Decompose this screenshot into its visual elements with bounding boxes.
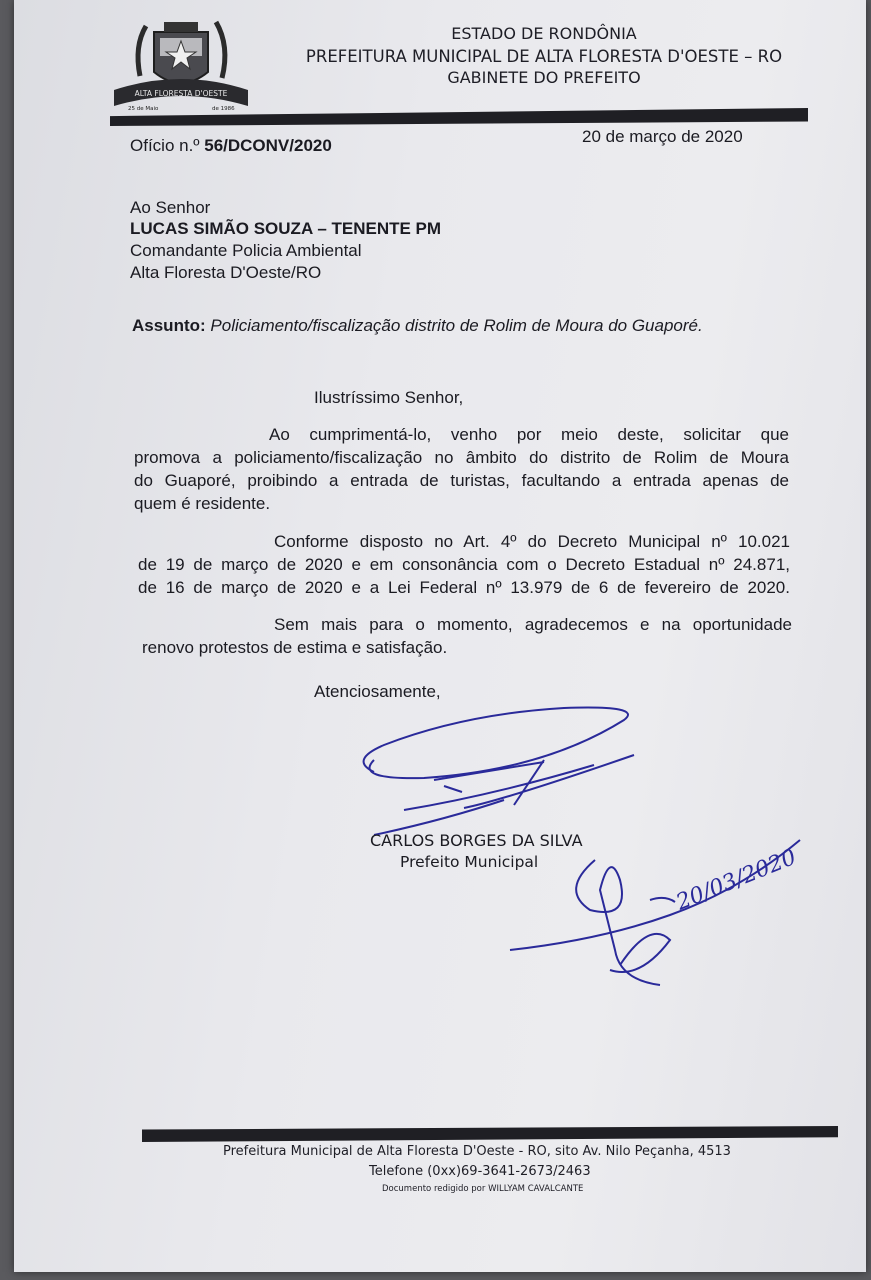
footer-drafted-by: Documento redigido por WILLYAM CAVALCANTE <box>382 1184 584 1194</box>
footer-divider <box>142 1126 838 1142</box>
header-office: GABINETE DO PREFEITO <box>447 68 641 87</box>
header-state: ESTADO DE RONDÔNIA <box>451 24 637 43</box>
recipient-greeting: Ao Senhor <box>130 198 211 217</box>
oficio-line <box>130 136 332 156</box>
header-municipality: PREFEITURA MUNICIPAL DE ALTA FLORESTA D'OESTE – RO <box>305 47 783 66</box>
subject-line <box>132 316 703 336</box>
paragraph-3-line: renovo protestos de estima e satisfação. <box>142 638 448 657</box>
closing: Atenciosamente, <box>314 682 441 701</box>
paragraph-3-line: Sem mais para o momento, agradecemos e na oportunidade <box>274 615 792 634</box>
recipient-role: Comandante Policia Ambiental <box>130 241 362 260</box>
footer-phone: Telefone (0xx)69-3641-2673/2463 <box>369 1164 591 1179</box>
paragraph-2-line: de 16 de março de 2020 e a Lei Federal nº 13.979 de 6 de fevereiro de 2020. <box>138 578 790 597</box>
paragraph-1-line: Ao cumprimentá-lo, venho por meio deste, solicitar que <box>269 425 789 444</box>
paragraph-2-line: Conforme disposto no Art. 4º do Decreto Municipal nº 10.021 <box>274 532 790 551</box>
signatory-name: CARLOS BORGES DA SILVA <box>370 831 583 850</box>
paragraph-1-line: promova a policiamento/fiscalização no âmbito do distrito de Rolim de Moura <box>134 448 789 467</box>
subject-label: Assunto: <box>132 316 206 335</box>
paragraph-1-line: do Guaporé, proibindo a entrada de turistas, facultando a entrada apenas de <box>134 471 789 490</box>
oficio-number: 56/DCONV/2020 <box>204 136 332 155</box>
receipt-date: 20/03/2020 <box>672 844 800 916</box>
crest-name-text: ALTA FLORESTA D'OESTE <box>134 89 228 98</box>
signatory-role: Prefeito Municipal <box>400 853 539 871</box>
paragraph-1 <box>134 423 789 515</box>
subject-text: Policiamento/fiscalização distrito de Rolim de Moura do Guaporé. <box>210 316 703 335</box>
receipt-signature-icon <box>500 820 820 995</box>
recipient-name: LUCAS SIMÃO SOUZA – TENENTE PM <box>130 219 442 238</box>
salutation: Ilustríssimo Senhor, <box>314 388 464 407</box>
paragraph-2-line: de 19 de março de 2020 e em consonância com o Decreto Estadual nº 24.871, <box>138 555 790 574</box>
crest-date-right: de 1986 <box>212 106 235 112</box>
paragraph-1-line: quem é residente. <box>134 494 271 513</box>
letter-page <box>14 0 866 1272</box>
footer-address: Prefeitura Municipal de Alta Floresta D'Oeste - RO, sito Av. Nilo Peçanha, 4513 <box>223 1144 731 1159</box>
letter-date: 20 de março de 2020 <box>582 127 743 146</box>
paragraph-3 <box>142 613 792 659</box>
municipal-crest-icon <box>106 16 256 114</box>
paragraph-2 <box>138 530 790 599</box>
recipient-location: Alta Floresta D'Oeste/RO <box>130 263 322 282</box>
oficio-prefix: Ofício n.º <box>130 136 200 155</box>
crest-date-left: 25 de Maio <box>128 106 159 112</box>
